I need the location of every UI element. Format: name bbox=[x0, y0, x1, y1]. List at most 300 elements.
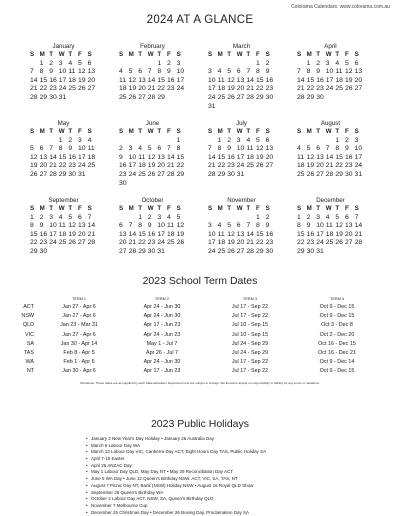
calendar-day: 14 bbox=[30, 76, 38, 84]
calendar-day: 28 bbox=[147, 93, 156, 101]
holidays-list bbox=[86, 436, 386, 516]
calendar-day: 22 bbox=[30, 239, 38, 247]
calendar-day: 5 bbox=[77, 59, 82, 67]
calendar-day: 27 bbox=[39, 170, 48, 178]
term-row-wa bbox=[14, 358, 386, 367]
calendar-day: 10 bbox=[49, 222, 57, 230]
calendar-day: 7 bbox=[166, 145, 171, 153]
empty-day bbox=[307, 137, 317, 146]
calendar-day: 26 bbox=[147, 170, 156, 178]
calendar-day: 2 bbox=[39, 213, 44, 221]
calendar-day: 24 bbox=[236, 162, 245, 170]
month-days-grid bbox=[119, 51, 202, 103]
term-1-dates: Jan 27 - Apr 6 bbox=[62, 331, 96, 338]
term-1-dates: Jan 30 - Apr 14 bbox=[60, 340, 98, 347]
holiday-item bbox=[86, 443, 386, 450]
calendar-day: 27 bbox=[77, 239, 86, 247]
month-october bbox=[113, 196, 202, 273]
calendar-day: 14 bbox=[147, 76, 156, 84]
weekday-header: T bbox=[157, 205, 162, 212]
term-4-dates: Oct 9 - Dec 15 bbox=[319, 313, 355, 320]
empty-day bbox=[218, 214, 228, 223]
calendar-day: 29 bbox=[255, 247, 264, 255]
calendar-day: 18 bbox=[217, 85, 226, 93]
calendar-day: 30 bbox=[68, 170, 76, 178]
term-3-dates: Jul 17 - Sep 22 bbox=[231, 359, 269, 366]
calendar-day: 14 bbox=[325, 153, 334, 161]
calendar-day: 20 bbox=[236, 85, 245, 93]
calendar-day: 15 bbox=[297, 230, 305, 238]
calendar-day: 16 bbox=[265, 230, 274, 238]
calendar-day: 3 bbox=[316, 213, 320, 221]
month-days-grid bbox=[208, 205, 291, 257]
weekday-header: T bbox=[138, 51, 142, 58]
empty-day bbox=[237, 214, 247, 223]
calendar-day: 25 bbox=[335, 85, 343, 93]
term-4-dates: Oct 9 - Dec 15 bbox=[319, 304, 355, 310]
calendar-day: 1 bbox=[255, 59, 260, 67]
empty-day bbox=[138, 60, 148, 69]
calendar-day: 21 bbox=[325, 162, 334, 170]
calendar-day: 26 bbox=[77, 85, 86, 93]
calendar-day: 9 bbox=[49, 68, 53, 76]
weekday-header: W bbox=[58, 128, 65, 135]
calendar-day: 13 bbox=[87, 68, 96, 76]
calendar-day: 29 bbox=[138, 247, 146, 255]
calendar-day: 12 bbox=[30, 153, 38, 161]
bullet-icon: • bbox=[86, 449, 88, 455]
weekday-header: T bbox=[68, 51, 73, 58]
holiday-item bbox=[86, 510, 386, 516]
holiday-item bbox=[86, 483, 386, 490]
calendar-day: 12 bbox=[128, 76, 137, 84]
calendar-day: 16 bbox=[316, 76, 324, 84]
calendar-day: 21 bbox=[128, 239, 137, 247]
calendar-day: 30 bbox=[39, 247, 48, 255]
calendar-day: 13 bbox=[354, 68, 363, 76]
weekday-header: T bbox=[246, 128, 251, 135]
calendar-day: 15 bbox=[255, 76, 264, 84]
calendar-day: 17 bbox=[354, 153, 363, 161]
calendar-day: 14 bbox=[166, 153, 175, 161]
calendar-day: 8 bbox=[255, 222, 260, 230]
calendar-day: 14 bbox=[87, 222, 96, 230]
holiday-text: October 2 Labour Day ACT, NSW, SA, Queen's Birthday QLD bbox=[91, 496, 214, 502]
calendar-day: 16 bbox=[68, 153, 76, 161]
calendar-day: 24 bbox=[325, 85, 334, 93]
term-4-dates: Oct 2 - Dec 20 bbox=[319, 331, 355, 338]
calendar-day: 8 bbox=[255, 68, 260, 76]
calendar-day: 6 bbox=[354, 59, 359, 67]
calendar-day: 6 bbox=[138, 68, 142, 76]
term-state: ACT bbox=[23, 304, 34, 310]
calendar-day: 17 bbox=[236, 153, 245, 161]
calendar-day: 15 bbox=[58, 153, 67, 161]
calendar-day: 14 bbox=[246, 76, 254, 84]
calendar-day: 14 bbox=[208, 153, 216, 161]
term-row-tas bbox=[14, 349, 386, 358]
calendar-day: 2 bbox=[49, 59, 53, 67]
weekday-header: S bbox=[354, 205, 359, 212]
calendar-day: 21 bbox=[246, 239, 254, 247]
calendar-day: 13 bbox=[236, 230, 245, 238]
calendar-day: 11 bbox=[217, 230, 225, 238]
calendar-day: 13 bbox=[138, 76, 146, 84]
empty-day bbox=[119, 60, 129, 69]
calendar-day: 8 bbox=[58, 145, 63, 153]
calendar-day: 27 bbox=[138, 93, 146, 101]
calendar-day: 17 bbox=[49, 230, 57, 238]
calendar-day: 18 bbox=[335, 76, 343, 84]
calendar-day: 28 bbox=[325, 170, 334, 178]
calendar-day: 23 bbox=[265, 85, 274, 93]
calendar-day: 21 bbox=[354, 230, 363, 238]
calendar-day: 3 bbox=[208, 68, 212, 76]
month-june bbox=[113, 119, 202, 196]
calendar-day: 10 bbox=[208, 230, 216, 238]
calendar-day: 7 bbox=[246, 222, 251, 230]
calendar-day: 8 bbox=[39, 68, 44, 76]
month-february bbox=[113, 42, 202, 119]
weekday-header: S bbox=[119, 51, 124, 58]
calendar-day: 21 bbox=[166, 162, 175, 170]
calendar-day: 19 bbox=[176, 230, 185, 238]
calendar-day: 30 bbox=[227, 170, 235, 178]
calendar-day: 25 bbox=[58, 239, 67, 247]
weekday-header: F bbox=[166, 128, 171, 135]
month-days-grid bbox=[119, 128, 202, 188]
empty-day bbox=[129, 214, 139, 223]
calendar-day: 8 bbox=[30, 222, 34, 230]
calendar-day: 18 bbox=[217, 239, 226, 247]
term-2-dates: Apr 17 - Jun 23 bbox=[143, 368, 181, 375]
calendar-day: 6 bbox=[87, 59, 92, 67]
bullet-icon: • bbox=[86, 456, 88, 462]
calendar-day: 22 bbox=[176, 162, 185, 170]
month-days-grid bbox=[297, 128, 380, 180]
calendar-day: 5 bbox=[30, 145, 34, 153]
calendar-day: 19 bbox=[68, 230, 76, 238]
calendar-day: 24 bbox=[77, 162, 86, 170]
month-days-grid bbox=[30, 128, 113, 180]
calendar-day: 11 bbox=[246, 145, 254, 153]
weekday-header: M bbox=[217, 205, 223, 212]
calendar-day: 5 bbox=[335, 213, 340, 221]
term-3-dates: Jul 24 - Sep 29 bbox=[231, 340, 269, 347]
calendar-day: 29 bbox=[58, 170, 67, 178]
calendar-day: 1 bbox=[157, 59, 162, 67]
term-row-nsw bbox=[14, 312, 386, 321]
holiday-item bbox=[86, 449, 386, 456]
terms-header-blank bbox=[14, 296, 40, 303]
holiday-item bbox=[86, 456, 386, 463]
empty-day bbox=[138, 137, 148, 146]
term-state: NSW bbox=[21, 313, 34, 320]
weekday-header: T bbox=[227, 51, 231, 58]
term-2-dates: Apr 24 - Jun 30 bbox=[143, 359, 181, 366]
calendar-day: 11 bbox=[217, 76, 225, 84]
calendar-day: 1 bbox=[306, 59, 311, 67]
calendar-day: 27 bbox=[119, 247, 127, 255]
calendar-day: 23 bbox=[49, 85, 57, 93]
calendar-day: 13 bbox=[39, 153, 48, 161]
calendar-day: 27 bbox=[87, 85, 96, 93]
empty-day bbox=[129, 60, 139, 69]
holiday-item bbox=[86, 436, 386, 443]
calendar-day: 17 bbox=[325, 76, 334, 84]
calendar-day: 23 bbox=[119, 170, 127, 178]
calendar-day: 22 bbox=[255, 239, 264, 247]
weekday-header: W bbox=[236, 205, 243, 212]
calendar-day: 3 bbox=[128, 145, 133, 153]
brand-text: Colorama Calendars: www.colorama.com.au bbox=[291, 4, 390, 10]
calendar-day: 18 bbox=[58, 230, 67, 238]
term-row-act bbox=[14, 303, 386, 312]
calendar-day: 27 bbox=[265, 162, 274, 170]
empty-day bbox=[129, 137, 139, 146]
weekday-header: M bbox=[306, 128, 312, 135]
weekday-header: M bbox=[39, 51, 45, 58]
month-name: July bbox=[235, 120, 247, 127]
month-name: October bbox=[141, 197, 164, 204]
weekday-header: M bbox=[217, 128, 223, 135]
holiday-item bbox=[86, 496, 386, 503]
calendar-day: 11 bbox=[166, 222, 175, 230]
weekday-header: S bbox=[30, 205, 35, 212]
calendar-day: 25 bbox=[138, 170, 146, 178]
calendar-day: 12 bbox=[176, 222, 185, 230]
month-name: February bbox=[140, 43, 165, 50]
calendar-day: 6 bbox=[316, 145, 320, 153]
calendar-day: 23 bbox=[227, 162, 235, 170]
calendar-day: 9 bbox=[119, 153, 123, 161]
calendar-day: 7 bbox=[246, 68, 251, 76]
term-2-dates: Apr 24 - Jun 23 bbox=[143, 331, 181, 338]
calendar-day: 14 bbox=[49, 153, 57, 161]
calendar-day: 22 bbox=[217, 162, 226, 170]
calendar-day: 4 bbox=[335, 59, 340, 67]
calendar-day: 10 bbox=[325, 68, 334, 76]
calendar-day: 15 bbox=[176, 153, 185, 161]
calendar-day: 26 bbox=[227, 247, 235, 255]
calendar-day: 17 bbox=[128, 162, 137, 170]
calendar-day: 3 bbox=[208, 222, 212, 230]
calendar-day: 29 bbox=[335, 170, 343, 178]
weekday-header: S bbox=[176, 128, 181, 135]
empty-day bbox=[40, 137, 50, 146]
calendar-day: 2 bbox=[306, 213, 311, 221]
calendar-day: 7 bbox=[30, 68, 34, 76]
term-4-dates: Oct 9 - Dec 14 bbox=[319, 359, 355, 366]
calendar-day: 14 bbox=[354, 222, 363, 230]
calendar-day: 9 bbox=[147, 222, 152, 230]
month-days-grid bbox=[208, 128, 291, 180]
calendar-day: 6 bbox=[236, 68, 241, 76]
holiday-text: March 13 Labour Day VIC, Canberra Day ACT, Eight Hours Day TAS, Public Holiday SA bbox=[91, 449, 267, 455]
calendar-day: 31 bbox=[354, 170, 363, 178]
month-november bbox=[202, 196, 291, 273]
month-january bbox=[24, 42, 113, 119]
calendar-day: 5 bbox=[227, 68, 231, 76]
calendar-day: 24 bbox=[176, 85, 185, 93]
calendar-day: 29 bbox=[217, 170, 226, 178]
calendar-day: 18 bbox=[297, 162, 305, 170]
calendar-day: 2 bbox=[227, 136, 231, 144]
terms-header-row bbox=[14, 296, 386, 303]
calendar-day: 17 bbox=[208, 85, 216, 93]
weekday-header: S bbox=[265, 205, 270, 212]
calendar-day: 23 bbox=[68, 162, 76, 170]
term-4-dates: Oct 9 - Dec 15 bbox=[319, 368, 355, 375]
bullet-icon: • bbox=[86, 469, 88, 475]
month-name: April bbox=[324, 43, 337, 50]
calendar-day: 25 bbox=[325, 239, 334, 247]
term-4-dates: Oct 16 - Dec 21 bbox=[318, 349, 356, 356]
calendar-day: 20 bbox=[39, 162, 48, 170]
empty-day bbox=[30, 60, 40, 69]
calendar-day: 19 bbox=[147, 162, 156, 170]
calendar-day: 3 bbox=[77, 136, 82, 144]
weekday-header: M bbox=[39, 205, 45, 212]
calendar-day: 11 bbox=[325, 222, 333, 230]
calendar-day: 14 bbox=[128, 230, 137, 238]
calendar-day: 3 bbox=[58, 59, 63, 67]
calendar-day: 7 bbox=[147, 68, 152, 76]
month-name: May bbox=[57, 120, 70, 127]
calendar-day: 11 bbox=[58, 222, 66, 230]
weekday-header: T bbox=[68, 205, 73, 212]
term-1-dates: Jan 27 - Apr 6 bbox=[62, 304, 96, 310]
calendar-day: 30 bbox=[316, 93, 324, 101]
calendar-day: 20 bbox=[354, 76, 363, 84]
calendar-day: 18 bbox=[68, 76, 76, 84]
term-state: TAS bbox=[23, 349, 34, 356]
empty-day bbox=[148, 60, 158, 69]
holiday-text: April 25 ANZAC Day bbox=[91, 462, 132, 468]
disclaimer: Disclaimer: These dates are as supplied by each State Education Department and are subject to change. We therefore accept no responsibility or liability for any errors or variations. bbox=[80, 381, 320, 385]
calendar-day: 4 bbox=[325, 213, 330, 221]
weekday-header: F bbox=[77, 205, 82, 212]
weekday-header: T bbox=[138, 205, 142, 212]
term-row-nt bbox=[14, 367, 386, 376]
empty-day bbox=[30, 137, 40, 146]
calendar-day: 22 bbox=[297, 239, 305, 247]
calendar-day: 24 bbox=[354, 162, 363, 170]
calendar-day: 6 bbox=[39, 145, 44, 153]
calendar-day: 16 bbox=[39, 230, 48, 238]
calendar-day: 26 bbox=[128, 93, 137, 101]
calendar-day: 8 bbox=[217, 145, 222, 153]
calendar-day: 10 bbox=[128, 153, 137, 161]
calendar-day: 24 bbox=[58, 85, 67, 93]
calendar-day: 9 bbox=[68, 145, 73, 153]
calendar-day: 13 bbox=[77, 222, 86, 230]
term-1-dates: Jan 23 - Mar 31 bbox=[60, 322, 98, 329]
page-title: 2024 AT A GLANCE bbox=[146, 14, 254, 26]
month-name: January bbox=[52, 43, 75, 50]
calendar-day: 21 bbox=[147, 85, 156, 93]
holidays-title: 2023 Public Holidays bbox=[150, 418, 250, 430]
calendar-day: 29 bbox=[176, 170, 185, 178]
calendar-day: 6 bbox=[157, 145, 162, 153]
term-1-dates: Jan 27 - Apr 6 bbox=[62, 313, 96, 320]
calendar-day: 26 bbox=[227, 93, 235, 101]
calendar-day: 13 bbox=[157, 153, 165, 161]
calendar-day: 26 bbox=[68, 239, 76, 247]
term-3-dates: Jul 17 - Sep 22 bbox=[231, 368, 269, 375]
calendar-day: 5 bbox=[147, 145, 152, 153]
calendar-day: 26 bbox=[30, 170, 38, 178]
bullet-icon: • bbox=[86, 462, 88, 468]
bullet-icon: • bbox=[86, 476, 88, 482]
empty-day bbox=[119, 214, 129, 223]
calendar-day: 8 bbox=[297, 222, 301, 230]
month-name: September bbox=[48, 197, 79, 204]
calendar-day: 23 bbox=[265, 239, 274, 247]
calendar-day: 18 bbox=[138, 162, 146, 170]
weekday-header: T bbox=[316, 51, 320, 58]
calendar-day: 21 bbox=[87, 230, 96, 238]
weekday-header: S bbox=[297, 51, 302, 58]
month-name: March bbox=[232, 43, 251, 50]
calendar-day: 19 bbox=[128, 85, 137, 93]
term-state: SA bbox=[26, 340, 34, 347]
weekday-header: F bbox=[344, 128, 349, 135]
calendar-day: 5 bbox=[68, 213, 73, 221]
calendar-day: 31 bbox=[157, 247, 165, 255]
weekday-header: F bbox=[255, 205, 260, 212]
weekday-header: M bbox=[306, 205, 312, 212]
calendar-day: 13 bbox=[316, 153, 324, 161]
weekday-header: M bbox=[306, 51, 312, 58]
weekday-header: S bbox=[119, 205, 124, 212]
calendar-day: 23 bbox=[316, 85, 324, 93]
calendar-day: 31 bbox=[208, 102, 216, 110]
empty-day bbox=[316, 137, 326, 146]
calendar-day: 17 bbox=[316, 230, 324, 238]
calendar-day: 3 bbox=[354, 136, 359, 144]
calendar-day: 13 bbox=[265, 145, 274, 153]
calendar-day: 27 bbox=[316, 170, 324, 178]
term-2-dates: Apr 26 - Jul 7 bbox=[145, 349, 179, 356]
calendar-day: 30 bbox=[119, 179, 127, 187]
calendar-day: 8 bbox=[138, 222, 142, 230]
term-1-dates: Feb 1 - Apr 6 bbox=[63, 359, 95, 366]
school-terms-table bbox=[14, 296, 386, 377]
calendar-day: 16 bbox=[49, 76, 57, 84]
calendar-day: 21 bbox=[30, 85, 38, 93]
calendar-day: 26 bbox=[344, 85, 353, 93]
calendar-day: 18 bbox=[87, 153, 96, 161]
weekday-header: W bbox=[147, 51, 154, 58]
calendar-day: 27 bbox=[354, 85, 363, 93]
weekday-header: W bbox=[58, 51, 65, 58]
calendar-day: 4 bbox=[217, 222, 222, 230]
calendar-day: 20 bbox=[119, 239, 127, 247]
weekday-header: T bbox=[157, 128, 162, 135]
term-2-dates: Apr 17 - Jun 23 bbox=[143, 322, 181, 329]
calendar-day: 20 bbox=[344, 230, 353, 238]
calendar-day: 6 bbox=[344, 213, 349, 221]
empty-day bbox=[157, 137, 167, 146]
weekday-header: S bbox=[176, 51, 181, 58]
term-2-dates: Apr 24 - Jun 30 bbox=[143, 313, 181, 320]
weekday-header: T bbox=[157, 51, 162, 58]
calendar-day: 15 bbox=[39, 76, 48, 84]
weekday-header: S bbox=[265, 128, 270, 135]
holiday-text: August 7 Picnic Day NT, Bank (NSW) Holiday NSW • August 16 Royal QLD Show bbox=[91, 482, 254, 488]
calendar-day: 30 bbox=[265, 247, 274, 255]
